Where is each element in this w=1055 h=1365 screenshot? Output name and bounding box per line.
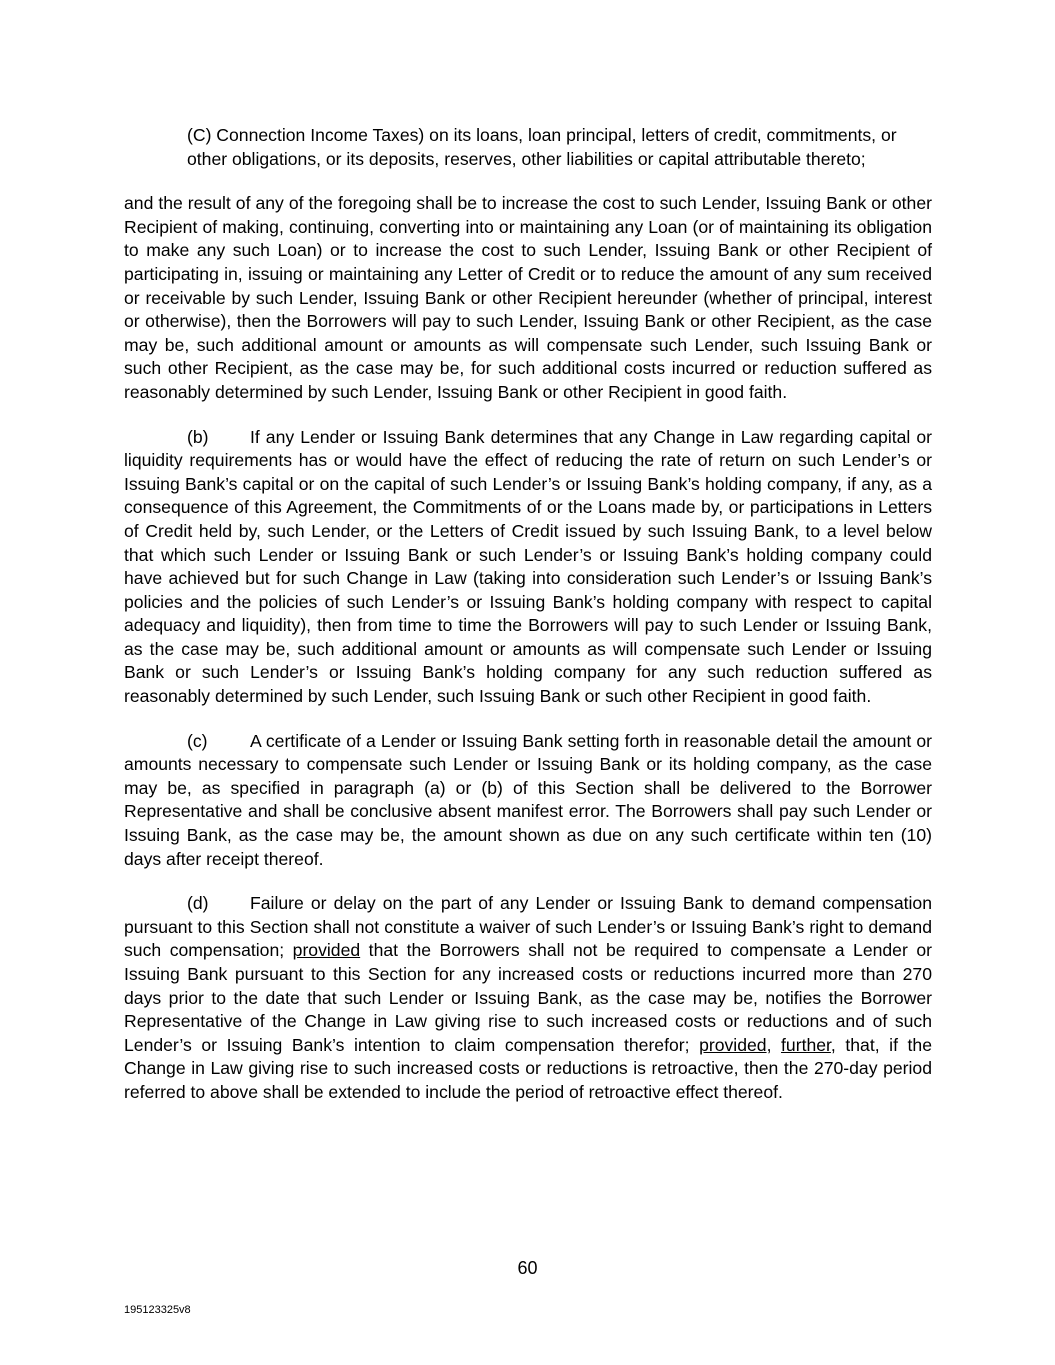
paragraph-c (124, 730, 932, 872)
paragraph-b (124, 426, 932, 709)
paragraph-d-text-3: , that, if the Change in Law giving rise to such increased costs or reductions is retroactive, then the 270-day period referred to above shall be extended to include the period of retroactive effect thereof. (124, 1034, 932, 1102)
paragraph-d-label: (d) (187, 893, 209, 914)
document-body (124, 124, 932, 1126)
paragraph-b-text: If any Lender or Issuing Bank determines that any Change in Law regarding capital or liquidity requirements has or would have the effect of reducing the rate of return on such Lender’s or Issuing Bank’s capital or on the capital of such Lender’s or Issuing Bank’s holding company, if any, as a consequence of this Agreement, the Commitments of or the Loans made by, or participations in Letters of Credit held by, such Lender, or the Letters of Credit issued by such Issuing Bank, to a level below that which such Lender or Issuing Bank or such Lender’s or Issuing Bank’s holding company could have achieved but for such Change in Law (taking into consideration such Lender’s or Issuing Bank’s policies and the policies of such Lender’s or Issuing Bank’s holding company with respect to capital adequacy and liquidity), then from time to time the Borrowers will pay to such Lender or Issuing Bank, as the case may be, such additional amount or amounts as will compensate such Lender or Issuing Bank or such Lender’s or Issuing Bank’s holding company for any such reduction suffered as reasonably determined by such Lender, such Issuing Bank or such other Recipient in good faith. (124, 426, 932, 707)
paragraph-c-label: (c) (187, 730, 208, 751)
further-term: further (781, 1034, 831, 1055)
clause-c: (C) Connection Income Taxes) on its loans, loan principal, letters of credit, commitments, or other obligations, or its deposits, reserves, other liabilities or capital attributable thereto; (187, 125, 897, 169)
document-id: 195123325v8 (124, 1304, 191, 1316)
paragraph-d-text-2: that the Borrowers shall not be required to compensate a Lender or Issuing Bank pursuant to this Section for any increased costs or reductions incurred more than 270 days prior to the date that such Lender or Issuing Bank, as the case may be, notifies the Borrower Representative of the Change in Law giving rise to such increased costs or reductions and of such Lender’s or Issuing Bank’s intention to claim compensation therefor; (124, 940, 932, 1055)
paragraph-b-label: (b) (187, 426, 209, 447)
provided-term-2: provided (699, 1034, 767, 1055)
paragraph-c-text: A certificate of a Lender or Issuing Bank setting forth in reasonable detail the amount or amounts necessary to compensate such Lender or Issuing Bank or its holding company, as the case may be, as specified in paragraph (a) or (b) of this Section shall be delivered to the Borrower Representative and shall be conclusive absent manifest error. The Borrowers shall pay such Lender or Issuing Bank, as the case may be, the amount shown as due on any such certificate within ten (10) days after receipt thereof. (124, 730, 932, 869)
continuation-paragraph: and the result of any of the foregoing shall be to increase the cost to such Lender, Issuing Bank or other Recipient of making, continuing, converting into or maintaining any Loan (or of maintaining its obligation to make any such Loan) or to increase the cost to such Lender, Issuing Bank or other Recipient of participating in, issuing or maintaining any Letter of Credit or to reduce the amount of any sum received or receivable by such Lender, Issuing Bank or other Recipient hereunder (whether of principal, interest or otherwise), then the Borrowers will pay to such Lender, Issuing Bank or other Recipient, as the case may be, such additional amount or amounts as will compensate such Lender, such Issuing Bank or such other Recipient, as the case may be, for such additional costs incurred or reduction suffered as reasonably determined by such Lender, Issuing Bank or other Recipient in good faith. (124, 193, 932, 402)
paragraph-d-comma: , (766, 1034, 782, 1055)
paragraph-d-text-1: Failure or delay on the part of any Lender or Issuing Bank to demand compensation pursuant to this Section shall not constitute a waiver of such Lender’s or Issuing Bank’s right to demand such compensation; (124, 893, 932, 961)
provided-term-1: provided (292, 940, 361, 961)
page-number: 60 (517, 1258, 538, 1278)
paragraph-d (124, 892, 932, 1104)
